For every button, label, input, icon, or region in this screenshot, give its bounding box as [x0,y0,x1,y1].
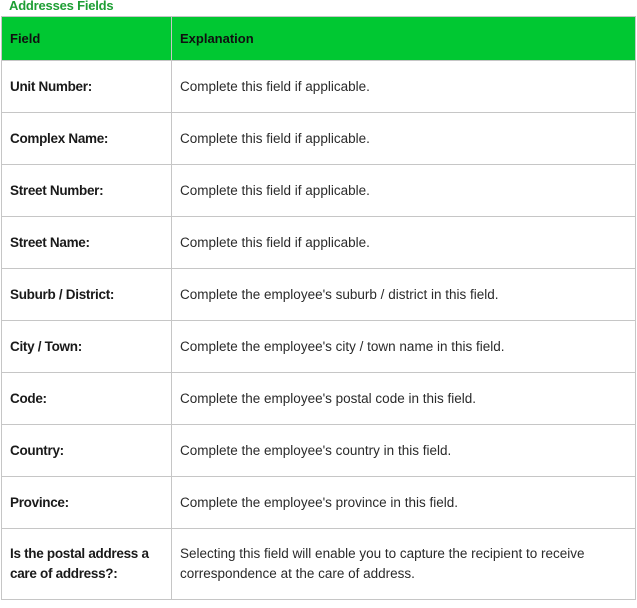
field-name-cell: Country: [2,425,172,477]
column-header-explanation: Explanation [172,17,636,61]
column-header-field: Field [2,17,172,61]
explanation-cell: Complete this field if applicable. [172,113,636,165]
table-row [2,113,636,165]
explanation-cell: Complete the employee's city / town name in this field. [172,321,636,373]
table-row [2,61,636,113]
table-row [2,477,636,529]
table-header-row [2,17,636,61]
address-fields-table [1,16,636,600]
field-name-cell: Province: [2,477,172,529]
explanation-cell: Complete this field if applicable. [172,217,636,269]
table-row [2,321,636,373]
explanation-cell: Selecting this field will enable you to capture the recipient to receive correspondence at the care of address. [172,529,636,600]
section-title: Addresses Fields [9,0,114,13]
field-name-cell: Complex Name: [2,113,172,165]
explanation-cell: Complete this field if applicable. [172,61,636,113]
explanation-cell: Complete the employee's province in this field. [172,477,636,529]
field-name-cell: City / Town: [2,321,172,373]
field-name-cell: Street Number: [2,165,172,217]
table-row [2,217,636,269]
explanation-cell: Complete this field if applicable. [172,165,636,217]
field-name-cell: Unit Number: [2,61,172,113]
explanation-cell: Complete the employee's suburb / district in this field. [172,269,636,321]
field-name-cell: Is the postal address a care of address?: [2,529,172,600]
explanation-cell: Complete the employee's postal code in this field. [172,373,636,425]
table-row [2,165,636,217]
table-row [2,269,636,321]
table-row [2,373,636,425]
field-name-cell: Street Name: [2,217,172,269]
field-name-cell: Suburb / District: [2,269,172,321]
explanation-cell: Complete the employee's country in this field. [172,425,636,477]
field-name-cell: Code: [2,373,172,425]
table-row [2,425,636,477]
table-row [2,529,636,600]
